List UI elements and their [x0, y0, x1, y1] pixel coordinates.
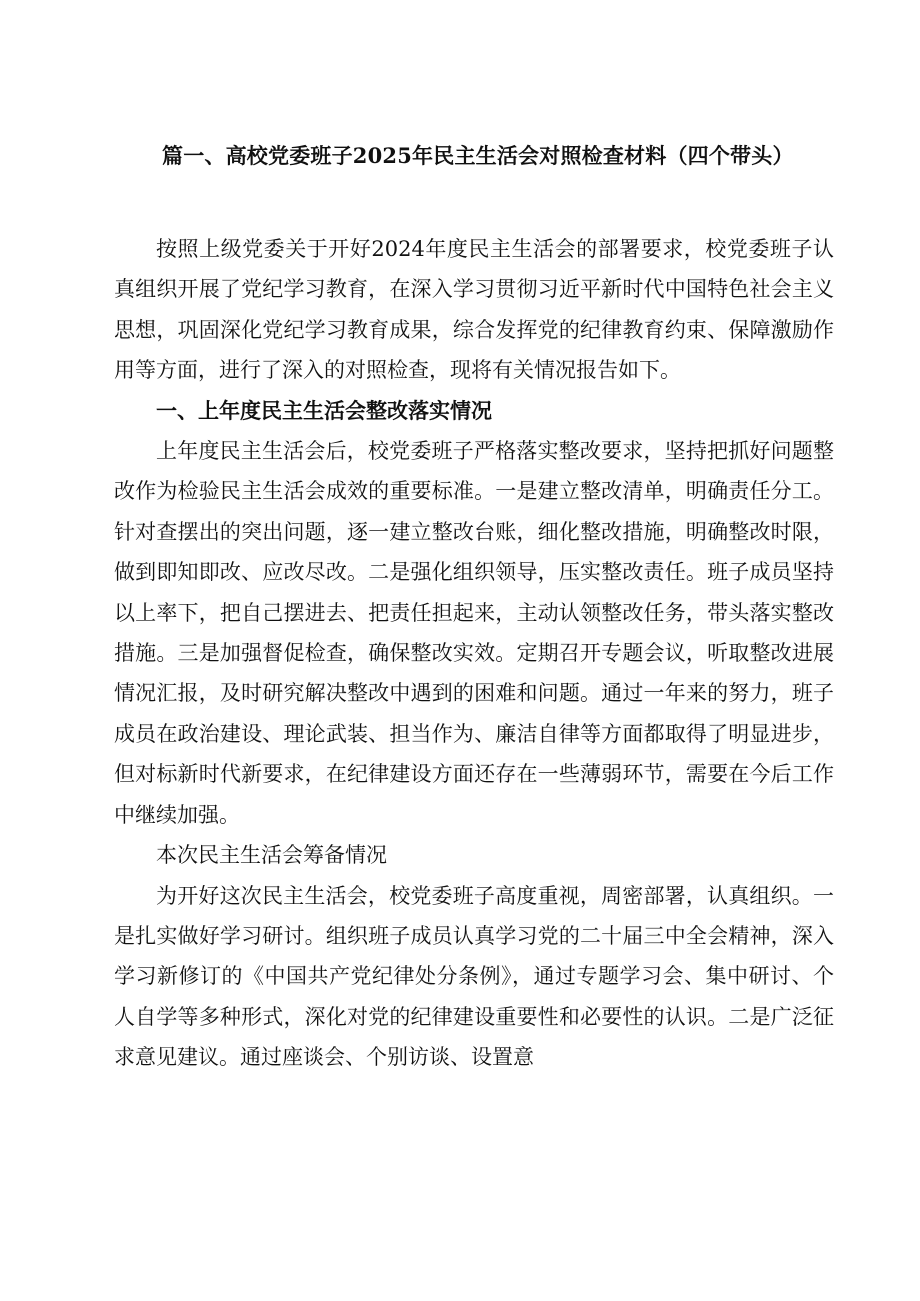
rectification-paragraph: 上年度民主生活会后，校党委班子严格落实整改要求，坚持把抓好问题整改作为检验民主生活会成效的重要标准。一是建立整改清单，明确责任分工。针对查摆出的突出问题，逐一建立整改台账，细化整改措施，明确整改时限，做到即知即改、应改尽改。二是强化组织领导，压实整改责任。班子成员坚持以上率下，把自己摆进去、把责任担起来，主动认领整改任务，带头落实整改措施。三是加强督促检查，确保整改实效。定期召开专题会议，听取整改进展情况汇报，及时研究解决整改中遇到的困难和问题。通过一年来的努力，班子成员在政治建设、理论武装、担当作为、廉洁自律等方面都取得了明显进步，但对标新时代新要求，在纪律建设方面还存在一些薄弱环节，需要在今后工作中继续加强。 [114, 439, 834, 827]
section-heading-rectification: 一、上年度民主生活会整改落实情况 [156, 397, 492, 423]
document-title: 篇一、高校党委班子2025年民主生活会对照检查材料（四个带头） [162, 143, 794, 168]
document-body [114, 229, 834, 1078]
section-heading-preparation: 本次民主生活会筹备情况 [156, 843, 387, 868]
preparation-paragraph: 为开好这次民主生活会，校党委班子高度重视，周密部署，认真组织。一是扎实做好学习研讨。组织班子成员认真学习党的二十届三中全会精神，深入学习新修订的《中国共产党纪律处分条例》，通过专题学习会、集中研讨、个人自学等多种形式，深化对党的纪律建设重要性和必要性的认识。二是广泛征求意见建议。通过座谈会、个别访谈、设置意 [114, 883, 834, 1070]
intro-paragraph: 按照上级党委关于开好2024年度民主生活会的部署要求，校党委班子认真组织开展了党纪学习教育，在深入学习贯彻习近平新时代中国特色社会主义思想，巩固深化党纪学习教育成果，综合发挥党的纪律教育约束、保障激励作用等方面，进行了深入的对照检查，现将有关情况报告如下。 [114, 237, 834, 383]
